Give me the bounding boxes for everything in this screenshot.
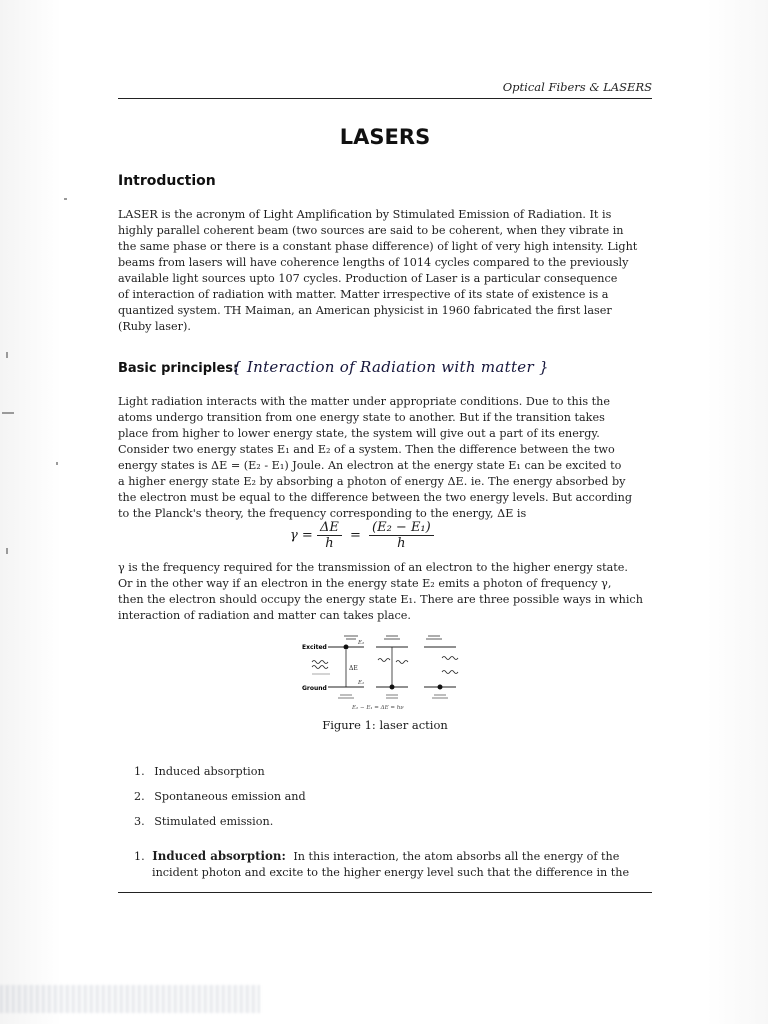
text-line: a higher energy state E₂ by absorbing a photon of energy ΔE. ie. The energy absorbed by (118, 475, 626, 488)
text-line: quantized system. TH Maiman, an American physicist in 1960 fabricated the first laser (118, 304, 612, 317)
text-line (134, 848, 654, 865)
list-label: Stimulated emission. (154, 815, 274, 828)
basic-principles-paragraph (118, 394, 652, 522)
list-label: Induced absorption (154, 765, 265, 778)
header-rule (118, 98, 652, 99)
text-line: beams from lasers will have coherence lengths of 1014 cycles compared to the previously (118, 256, 629, 269)
frequency-paragraph (118, 560, 652, 624)
list-item (134, 765, 265, 778)
induced-absorption-paragraph (134, 848, 654, 881)
formula-lhs: γ = (290, 528, 313, 543)
scan-artifact (0, 985, 260, 1013)
scan-mark (6, 352, 8, 358)
list-number: 2. (134, 790, 145, 803)
page-title: LASERS (339, 125, 431, 149)
handwritten-note: { Interaction of Radiation with matter } (232, 358, 549, 376)
delta-e-label: ΔE (349, 665, 358, 672)
formula-numerator: ΔE (317, 520, 342, 536)
item-text: In this interaction, the atom absorbs all the energy of the (293, 850, 620, 863)
text-line: the same phase or there is a constant phase difference) of light of very high intensity. Light (118, 240, 638, 253)
text-line: energy states is ΔE = (E₂ - E₁) Joule. An electron at the energy state E₁ can be excited to (118, 459, 622, 472)
basic-principles-heading: Basic principles: (118, 361, 239, 376)
text-line: atoms undergo transition from one energy state to another. But if the transition takes (118, 411, 605, 424)
scan-mark (2, 412, 14, 414)
scan-mark (6, 548, 8, 554)
list-item (134, 815, 273, 828)
formula-numerator: (E₂ − E₁) (369, 520, 434, 536)
text-line: LASER is the acronym of Light Amplification by Stimulated Emission of Radiation. It is (118, 208, 612, 221)
text-line: Light radiation interacts with the matter under appropriate conditions. Due to this the (118, 395, 610, 408)
text-line: available light sources upto 107 cycles. Production of Laser is a particular consequence (118, 272, 618, 285)
text-line: Consider two energy states E₁ and E₂ of a system. Then the difference between the two (118, 443, 615, 456)
excited-label: Excited (302, 644, 327, 651)
text-line: (Ruby laser). (118, 320, 191, 333)
text-line: Or in the other way if an electron in the energy state E₂ emits a photon of frequency γ, (118, 577, 612, 590)
ground-label: Ground (302, 685, 327, 692)
list-label: Spontaneous emission and (154, 790, 306, 803)
item-term: Induced absorption: (152, 849, 286, 863)
figure-caption: Figure 1: laser action (322, 718, 448, 732)
text-line: highly parallel coherent beam (two sources are said to be coherent, when they vibrate in (118, 224, 624, 237)
formula-fraction-1 (317, 520, 342, 551)
e2-label: E₂ (358, 640, 365, 646)
formula-fraction-2 (369, 520, 434, 551)
footer-rule (118, 892, 652, 893)
text-line: incident photon and excite to the higher energy level such that the difference in the (152, 866, 630, 879)
e1-label: E₁ (358, 680, 365, 686)
text-line: the electron must be equal to the difference between the two energy levels. But according (118, 491, 633, 504)
planck-formula (290, 520, 490, 560)
list-number: 1. (134, 765, 145, 778)
energy-relation-label: E₂ − E₁ = ΔE = hν (352, 705, 404, 711)
introduction-paragraph (118, 207, 652, 335)
text-line: interaction of radiation and matter can takes place. (118, 609, 411, 622)
running-head: Optical Fibers & LASERS (502, 80, 652, 94)
scan-mark (64, 198, 67, 200)
formula-denominator: h (325, 536, 334, 551)
laser-action-diagram (300, 632, 472, 714)
formula-denominator: h (397, 536, 406, 551)
formula-equals: = (349, 528, 361, 543)
list-number: 3. (134, 815, 145, 828)
item-number: 1. (134, 850, 145, 863)
text-line: of interaction of radiation with matter. Matter irrespective of its state of existence is a (118, 288, 609, 301)
text-line: place from higher to lower energy state, the system will give out a part of its energy. (118, 427, 600, 440)
text-line: γ is the frequency required for the transmission of an electron to the higher energy state. (118, 561, 628, 574)
scan-mark (56, 462, 58, 465)
text-line: then the electron should occupy the energy state E₁. There are three possible ways in which (118, 593, 643, 606)
introduction-heading: Introduction (118, 173, 216, 189)
list-item (134, 790, 306, 803)
text-line: to the Planck's theory, the frequency corresponding to the energy, ΔE is (118, 507, 527, 520)
